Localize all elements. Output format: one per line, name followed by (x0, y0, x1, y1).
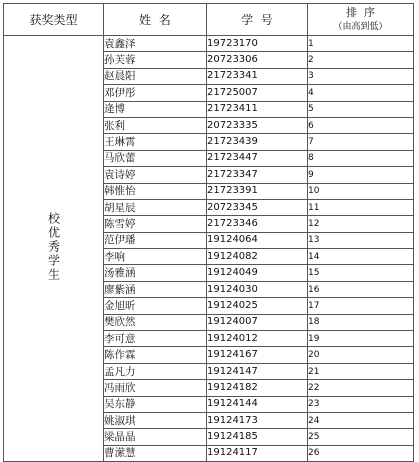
student-id: 19124012 (207, 331, 308, 347)
student-id: 19124185 (207, 429, 308, 445)
student-id: 19124117 (207, 445, 308, 461)
rank-number: 20 (308, 347, 414, 363)
rank-number: 22 (308, 380, 414, 396)
student-name: 冯雨欣 (104, 380, 207, 396)
rank-number: 6 (308, 117, 414, 133)
rank-number: 8 (308, 150, 414, 166)
student-id: 19124049 (207, 265, 308, 281)
student-name: 陈雪婷 (104, 216, 207, 232)
student-name: 逄博 (104, 101, 207, 117)
table-header-row (4, 4, 414, 36)
student-id: 19124030 (207, 281, 308, 297)
table-row (4, 36, 414, 52)
student-name: 李响 (104, 249, 207, 265)
student-name: 张利 (104, 117, 207, 133)
student-id: 19124144 (207, 396, 308, 412)
header-rank (308, 4, 414, 36)
student-id: 21723447 (207, 150, 308, 166)
rank-number: 11 (308, 199, 414, 215)
rank-number: 10 (308, 183, 414, 199)
student-name: 孙芙蓉 (104, 52, 207, 68)
student-name: 陈作霖 (104, 347, 207, 363)
student-id: 21723346 (207, 216, 308, 232)
header-name: 姓 名 (104, 4, 207, 36)
student-name: 廖紫涵 (104, 281, 207, 297)
student-id: 19124025 (207, 298, 308, 314)
rank-number: 4 (308, 85, 414, 101)
rank-number: 26 (308, 445, 414, 461)
rank-number: 12 (308, 216, 414, 232)
student-id: 19124064 (207, 232, 308, 248)
student-name: 梁晶晶 (104, 429, 207, 445)
student-name: 曹潆慧 (104, 445, 207, 461)
student-id: 21723391 (207, 183, 308, 199)
rank-number: 5 (308, 101, 414, 117)
student-id: 20723345 (207, 199, 308, 215)
student-name: 范伊璠 (104, 232, 207, 248)
student-name: 马欣蕾 (104, 150, 207, 166)
rank-number: 2 (308, 52, 414, 68)
rank-number: 16 (308, 281, 414, 297)
rank-number: 13 (308, 232, 414, 248)
student-id: 20723335 (207, 117, 308, 133)
rank-number: 19 (308, 331, 414, 347)
student-id: 19124007 (207, 314, 308, 330)
student-name: 王琳霄 (104, 134, 207, 150)
student-name: 邓伊彤 (104, 85, 207, 101)
rank-number: 25 (308, 429, 414, 445)
student-id: 19124082 (207, 249, 308, 265)
student-id: 21725007 (207, 85, 308, 101)
student-name: 韩惟怡 (104, 183, 207, 199)
header-rank-sub: （由高到低） (333, 21, 388, 32)
student-id: 21723341 (207, 68, 308, 84)
award-list-table (3, 3, 414, 462)
award-type-label: 校优秀学生 (46, 212, 61, 283)
student-name: 姚淑琪 (104, 412, 207, 428)
rank-number: 24 (308, 412, 414, 428)
rank-number: 9 (308, 167, 414, 183)
student-id: 21723347 (207, 167, 308, 183)
student-name: 袁鑫泽 (104, 36, 207, 52)
student-id: 21723411 (207, 101, 308, 117)
student-id: 19124147 (207, 363, 308, 379)
student-name: 金旭昕 (104, 298, 207, 314)
student-id: 19124167 (207, 347, 308, 363)
student-name: 袁诗婷 (104, 167, 207, 183)
header-rank-label: 排 序 (346, 5, 375, 19)
student-name: 孟凡力 (104, 363, 207, 379)
rank-number: 15 (308, 265, 414, 281)
rank-number: 23 (308, 396, 414, 412)
rank-number: 21 (308, 363, 414, 379)
student-id: 20723306 (207, 52, 308, 68)
student-id: 19723170 (207, 36, 308, 52)
student-name: 吴东静 (104, 396, 207, 412)
student-id: 19124182 (207, 380, 308, 396)
student-id: 19124173 (207, 412, 308, 428)
student-name: 汤雅涵 (104, 265, 207, 281)
student-id: 21723439 (207, 134, 308, 150)
rank-number: 14 (308, 249, 414, 265)
rank-number: 3 (308, 68, 414, 84)
header-student-id: 学 号 (207, 4, 308, 36)
award-type-cell (4, 36, 104, 462)
student-name: 赵晨阳 (104, 68, 207, 84)
rank-number: 18 (308, 314, 414, 330)
rank-number: 1 (308, 36, 414, 52)
rank-number: 17 (308, 298, 414, 314)
student-name: 胡星辰 (104, 199, 207, 215)
rank-number: 7 (308, 134, 414, 150)
student-name: 李可意 (104, 331, 207, 347)
header-award-type: 获奖类型 (4, 4, 104, 36)
student-name: 樊欣然 (104, 314, 207, 330)
